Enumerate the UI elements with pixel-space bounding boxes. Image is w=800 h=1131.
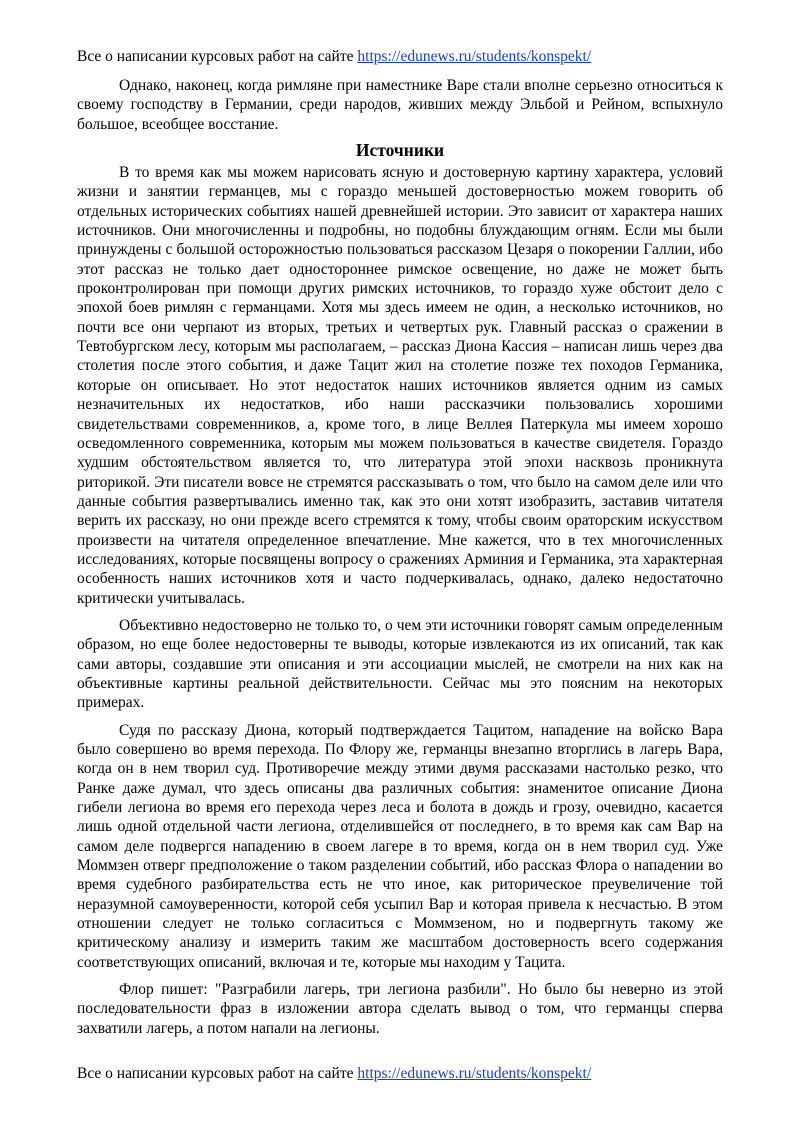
body-paragraph-1: В то время как мы можем нарисовать ясную и достоверную картину характера, условий жизни и занятии германцев, мы с гораздо меньшей достоверностью можем говорить об отдельных исторических событиях нашей древнейшей истории. Это зависит от характера наших источников. Они многочисленны и подробны, но подобны блуждающим огням. Если мы были принуждены с большой осторожностью пользоваться рассказом Цезаря о покорении Галлии, ибо этот рассказ не только дает одностороннее римское освещение, но даже не может быть проконтролирован при помощи других римских источников, то гораздо хуже обстоит дело с эпохой боев римлян с германцами. Хотя мы здесь имеем не один, а несколько источников, но почти все они черпают из вторых, третьих и четвертых рук. Главный рассказ о сражении в Тевтобургском лесу, которым мы располагаем, – рассказ Диона Кассия – написан лишь через два столетия после этого события, и даже Тацит жил на столетие позже тех походов Германика, которые он описывает. Но этот недостаток наших источников является одним из самых незначительных их недостатков, ибо наши рассказчики пользовались хорошими свидетельствами современников, а, кроме того, в лице Веллея Патеркула мы имеем хорошо осведомленного современника, которым мы можем пользоваться в качестве свидетеля. Гораздо худшим обстоятельством является то, что литература этой эпохи насквозь проникнута риторикой. Эти писатели вовсе не стремятся рассказывать о том, что было на самом деле или что данные события развертывались именно так, как это они хотят изобразить, заставив читателя верить их рассказу, но они прежде всего стремятся к тому, чтобы своим ораторским искусством произвести на читателя определенное впечатление. Мне кажется, что в тех многочисленных исследованиях, которые посвящены вопросу о сражениях Арминия и Германика, эта характерная особенность наших источников хотя и часто подчеркивалась, однако, далеко недостаточно критически учитывалась. xyxy=(77,164,723,607)
header-line xyxy=(77,46,723,68)
body-paragraph-3: Судя по рассказу Диона, который подтверждается Тацитом, нападение на войско Вара было совершено во время перехода. По Флору же, германцы внезапно вторглись в лагерь Вара, когда он в нем творил суд. Противоречие между этими двумя рассказами настолько резко, что Ранке даже думал, что здесь описаны два различных события: знаменитое описание Диона гибели легиона во время его перехода через леса и болота в дождь и грозу, очевидно, касается лишь одной отдельной части легиона, отделившейся от последнего, в то время как сам Вар на самом деле подвергся нападению в своем лагере в то время, когда он в нем творил суд. Уже Моммзен отверг предположение о таком разделении событий, ибо рассказ Флора о нападении во время судебного разбирательства есть не что иное, как риторическое преувеличение той неразумной самоуверенности, которой себя усыпил Вар и которая привела к несчастью. В этом отношении следует не только согласиться с Моммзеном, но и подвергнуть такому же критическому анализу и измерить таким же масштабом достоверность всего содержания соответствующих описаний, включая и те, которые мы находим у Тацита. xyxy=(77,721,723,971)
footer-text: Все о написании курсовых работ на сайте xyxy=(77,1065,358,1082)
section-title: Источники xyxy=(355,140,445,161)
header-text: Все о написании курсовых работ на сайте xyxy=(77,48,358,65)
intro-paragraph: Однако, наконец, когда римляне при наместнике Варе стали вполне серьезно относиться к своему господству в Германии, среди народов, живших между Эльбой и Рейном, вспыхнуло большое, всеобщее восстание. xyxy=(77,77,723,133)
body-paragraph-2: Объективно недостоверно не только то, о чем эти источники говорят самым определенным образом, но еще более недостоверны те выводы, которые извлекаются из их описаний, так как сами авторы, создавшие эти описания и эти ассоциации мыслей, не смотрели на них как на объективные картины реальной действительности. Сейчас мы это поясним на некоторых примерах. xyxy=(77,616,723,712)
document-page xyxy=(77,46,723,1038)
header-link[interactable]: https://edunews.ru/students/konspekt/ xyxy=(357,48,592,65)
body-paragraph-4: Флор пишет: "Разграбили лагерь, три легиона разбили". Но было бы неверно из этой последовательности фраз в изложении автора сделать вывод о том, что германцы сперва захватили лагерь, а потом напали на легионы. xyxy=(77,981,723,1037)
footer-line xyxy=(77,1063,591,1085)
footer-link[interactable]: https://edunews.ru/students/konspekt/ xyxy=(357,1065,592,1082)
